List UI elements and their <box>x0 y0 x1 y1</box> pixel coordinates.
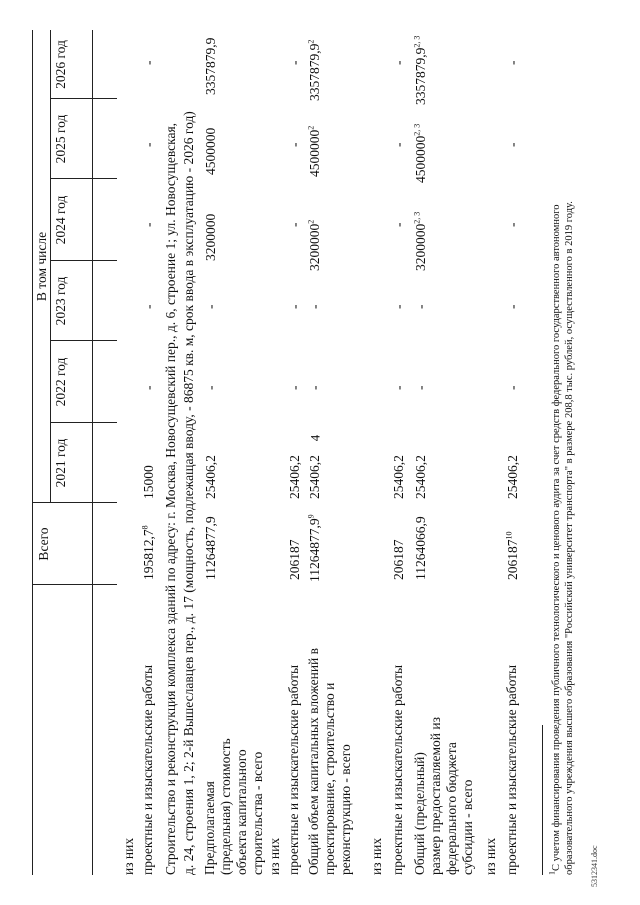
row-label: проектные и изыскательские работы <box>390 664 405 875</box>
object-title-line: д. 24, строения 1, 2; 2-й Вышеславцев пер., д. 17 (мощность, подлежащая вводу, - 86875 кв. м, срок ввода в эксплуатацию - 2026 год) <box>181 111 196 875</box>
cell-total: 11264877,9$^9$ <box>306 514 322 582</box>
cell-2024: 3200000$^{2, 3}$ <box>412 211 428 271</box>
footnote <box>547 75 576 875</box>
cell-2023: - <box>307 304 322 309</box>
file-name: 5312341.doc <box>590 845 599 887</box>
cell-2025: - <box>141 142 156 147</box>
cell-2021: 25406,2 <box>203 455 218 499</box>
header-year: 2023 год <box>53 276 68 326</box>
header-year: 2025 год <box>53 114 68 164</box>
page-number: 4 <box>307 434 323 442</box>
cell-2025: - <box>391 142 406 147</box>
cell-2023: - <box>413 304 428 309</box>
cell-2021: 25406,2 <box>505 455 520 499</box>
cell-2024: - <box>505 222 520 227</box>
footnote-rule <box>542 725 543 875</box>
cell-2024: - <box>141 222 156 227</box>
cell-2023: - <box>203 304 218 309</box>
cell-2025: - <box>505 142 520 147</box>
cell-2024: - <box>391 222 406 227</box>
cell-2025: 4500000 <box>203 127 218 175</box>
rotated-page <box>30 30 600 887</box>
cell-total: 206187 <box>391 539 406 580</box>
cell-2024: 3200000$^2$ <box>306 219 322 271</box>
cell-total: 11264066,9 <box>413 516 428 580</box>
cell-2022: - <box>413 385 428 390</box>
cell-2026: 3357879,9 <box>203 37 218 95</box>
cell-2021: 25406,2 <box>391 455 406 499</box>
cell-2023: - <box>287 304 302 309</box>
row-label-iz-nih: из них <box>369 837 384 875</box>
cell-total: 195812,7$^8$ <box>140 525 156 580</box>
cell-2026: 3357879,9$^{2, 3}$ <box>412 35 428 105</box>
cell-2022: - <box>307 385 322 390</box>
header-year: 2026 год <box>53 40 68 89</box>
header-in-that-number: В том числе <box>34 231 49 302</box>
header-year: 2024 год <box>53 195 68 245</box>
cell-2024: - <box>287 222 302 227</box>
cell-2023: - <box>391 304 406 309</box>
row-label: Предполагаемая (предельная) стоимость объекта капитального строительства - всего <box>202 738 265 875</box>
row-label-iz-nih: из них <box>267 837 282 875</box>
cell-2022: - <box>391 385 406 390</box>
object-title-line: Строительство и реконструкция комплекса зданий по адресу: г. Москва, Новосущевский пер., д. 6, строение 1; ул. Новосущевская, <box>163 122 178 875</box>
header-year: 2021 год <box>53 438 68 488</box>
cell-2025: - <box>287 142 302 147</box>
cell-2026: - <box>141 60 156 65</box>
cell-2026: - <box>391 60 406 65</box>
cell-2022: - <box>203 385 218 390</box>
header-total: Всего <box>36 527 51 561</box>
footnote-line: образовательного учреждения высшего образования "Российский университет транспорта" в размере 208,8 тыс. рублей, осуществленного в 2019 году. <box>564 201 575 875</box>
cell-2026: - <box>287 60 302 65</box>
cell-2026: - <box>505 60 520 65</box>
row-label-iz-nih: из них <box>121 837 136 875</box>
row-label: Общий (предельный) размер предоставляемой из федерального бюджета субсидии - всего <box>412 717 475 875</box>
cell-2024: 3200000 <box>203 213 218 261</box>
row-label: проектные и изыскательские работы <box>140 664 155 875</box>
cell-2022: - <box>287 385 302 390</box>
cell-2021: 25406,2 <box>287 455 302 499</box>
cell-2021: 15000 <box>141 465 156 499</box>
cell-2025: 4500000$^{2, 3}$ <box>412 123 428 183</box>
row-label: проектные и изыскательские работы <box>286 664 301 875</box>
cell-2021: 25406,2 <box>413 455 428 499</box>
row-label-iz-nih: из них <box>483 837 498 875</box>
cell-2026: 3357879,9$^2$ <box>306 39 322 101</box>
header-year: 2022 год <box>53 357 68 407</box>
row-label: проектные и изыскательские работы <box>504 664 519 875</box>
cell-2021: 25406,2 <box>307 455 322 499</box>
cell-total: 206187$^{10}$ <box>504 531 520 580</box>
cell-2023: - <box>141 304 156 309</box>
cell-2023: - <box>505 304 520 309</box>
footnote-line: $^1$С учетом финансирования проведения публичного технологического и ценового аудита за счет средств федерального государственного автономного <box>547 204 562 875</box>
cell-2022: - <box>141 385 156 390</box>
cell-2025: 4500000$^2$ <box>306 125 322 177</box>
cell-2022: - <box>505 385 520 390</box>
cell-total: 206187 <box>287 539 302 580</box>
cell-total: 11264877,9 <box>203 516 218 580</box>
row-label: Общий объем капитальных вложений в проектирование, строительство и реконструкцию - всего <box>306 647 353 875</box>
